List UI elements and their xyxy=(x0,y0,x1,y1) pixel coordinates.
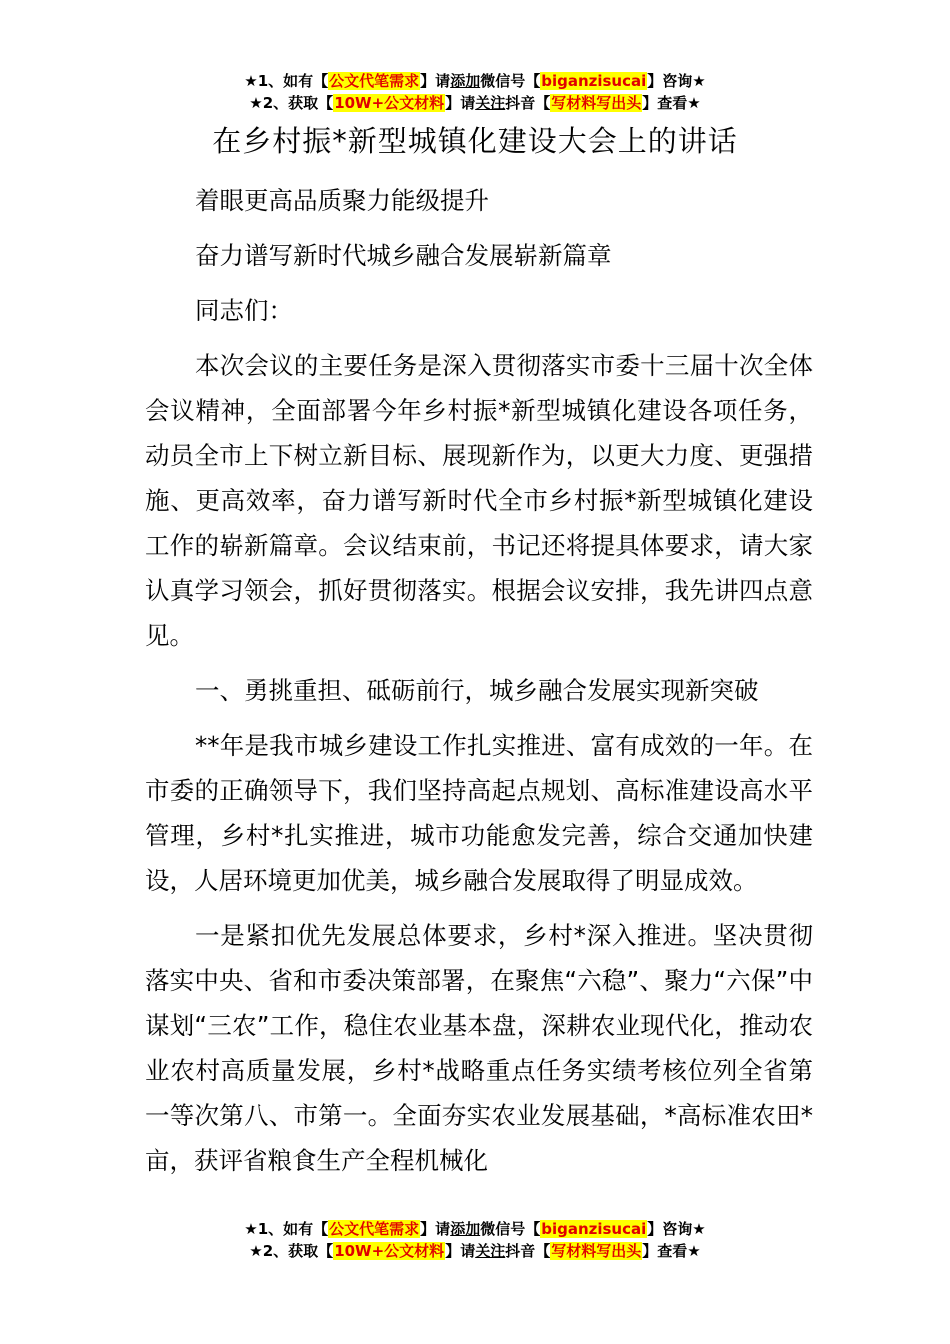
subtitle-2: 奋力谱写新时代城乡融合发展崭新篇章 xyxy=(195,241,612,270)
banner-highlight: biganzisucai xyxy=(541,1220,647,1238)
banner-text: 】查看★ xyxy=(642,94,701,112)
banner-highlight: 公文代笔需求 xyxy=(329,72,420,90)
banner-line-1 xyxy=(0,1218,950,1240)
paragraph: **年是我市城乡建设工作扎实推进、富有成效的一年。在市委的正确领导下，我们坚持高起点规划、高标准建设高水平管理，乡村*扎实推进，城市功能愈发完善，综合交通加快建设，人居环境更加优美，城乡融合发展取得了明显成效。 xyxy=(145,731,813,895)
banner-text: ★1、如有【 xyxy=(244,1220,329,1238)
bottom-banner xyxy=(0,1218,950,1262)
banner-text: ★2、获取【 xyxy=(249,1242,334,1260)
banner-highlight: biganzisucai xyxy=(541,72,647,90)
banner-highlight: 10W+公文材料 xyxy=(334,94,445,112)
banner-text: 抖音【 xyxy=(505,94,551,112)
subtitle-1: 着眼更高品质聚力能级提升 xyxy=(195,186,489,215)
top-banner xyxy=(0,70,950,114)
banner-line-1 xyxy=(0,70,950,92)
banner-line-2 xyxy=(0,92,950,114)
banner-text: ★1、如有【 xyxy=(244,72,329,90)
banner-text: 】请 xyxy=(420,72,451,90)
banner-underline: 添加 xyxy=(450,1220,481,1238)
document-title: 在乡村振*新型城镇化建设大会上的讲话 xyxy=(212,124,738,158)
banner-text: 微信号【 xyxy=(480,1220,541,1238)
banner-highlight: 公文代笔需求 xyxy=(329,1220,420,1238)
paragraph: 本次会议的主要任务是深入贯彻落实市委十三届十次全体会议精神，全面部署今年乡村振*新型城镇化建设各项任务，动员全市上下树立新目标、展现新作为，以更大力度、更强措施、更高效率，奋力谱写新时代全市乡村振*新型城镇化建设工作的崭新篇章。会议结束前，书记还将提具体要求，请大家认真学习领会，抓好贯彻落实。根据会议安排，我先讲四点意见。 xyxy=(145,351,813,650)
section-heading: 一、勇挑重担、砥砺前行，城乡融合发展实现新突破 xyxy=(195,676,759,705)
banner-text: 】咨询★ xyxy=(647,1220,706,1238)
banner-underline: 添加 xyxy=(450,72,481,90)
banner-text: ★2、获取【 xyxy=(249,94,334,112)
banner-text: 抖音【 xyxy=(505,1242,551,1260)
salutation: 同志们： xyxy=(195,296,293,325)
banner-highlight: 10W+公文材料 xyxy=(334,1242,445,1260)
banner-underline: 关注 xyxy=(475,1242,506,1260)
banner-highlight: 写材料写出头 xyxy=(551,1242,642,1260)
banner-text: 】请 xyxy=(445,94,476,112)
banner-underline: 关注 xyxy=(475,94,506,112)
banner-text: 】咨询★ xyxy=(647,72,706,90)
banner-text: 】查看★ xyxy=(642,1242,701,1260)
banner-text: 微信号【 xyxy=(480,72,541,90)
document-body xyxy=(145,178,813,1183)
banner-text: 】请 xyxy=(445,1242,476,1260)
banner-highlight: 写材料写出头 xyxy=(551,94,642,112)
banner-line-2 xyxy=(0,1240,950,1262)
banner-text: 】请 xyxy=(420,1220,451,1238)
paragraph: 一是紧扣优先发展总体要求，乡村*深入推进。坚决贯彻落实中央、省和市委决策部署，在聚焦“六稳”、聚力“六保”中谋划“三农”工作，稳住农业基本盘，深耕农业现代化，推动农业农村高质量发展，乡村*战略重点任务实绩考核位列全省第一等次第八、市第一。全面夯实农业发展基础，*高标准农田*亩，获评省粮食生产全程机械化 xyxy=(145,921,813,1175)
